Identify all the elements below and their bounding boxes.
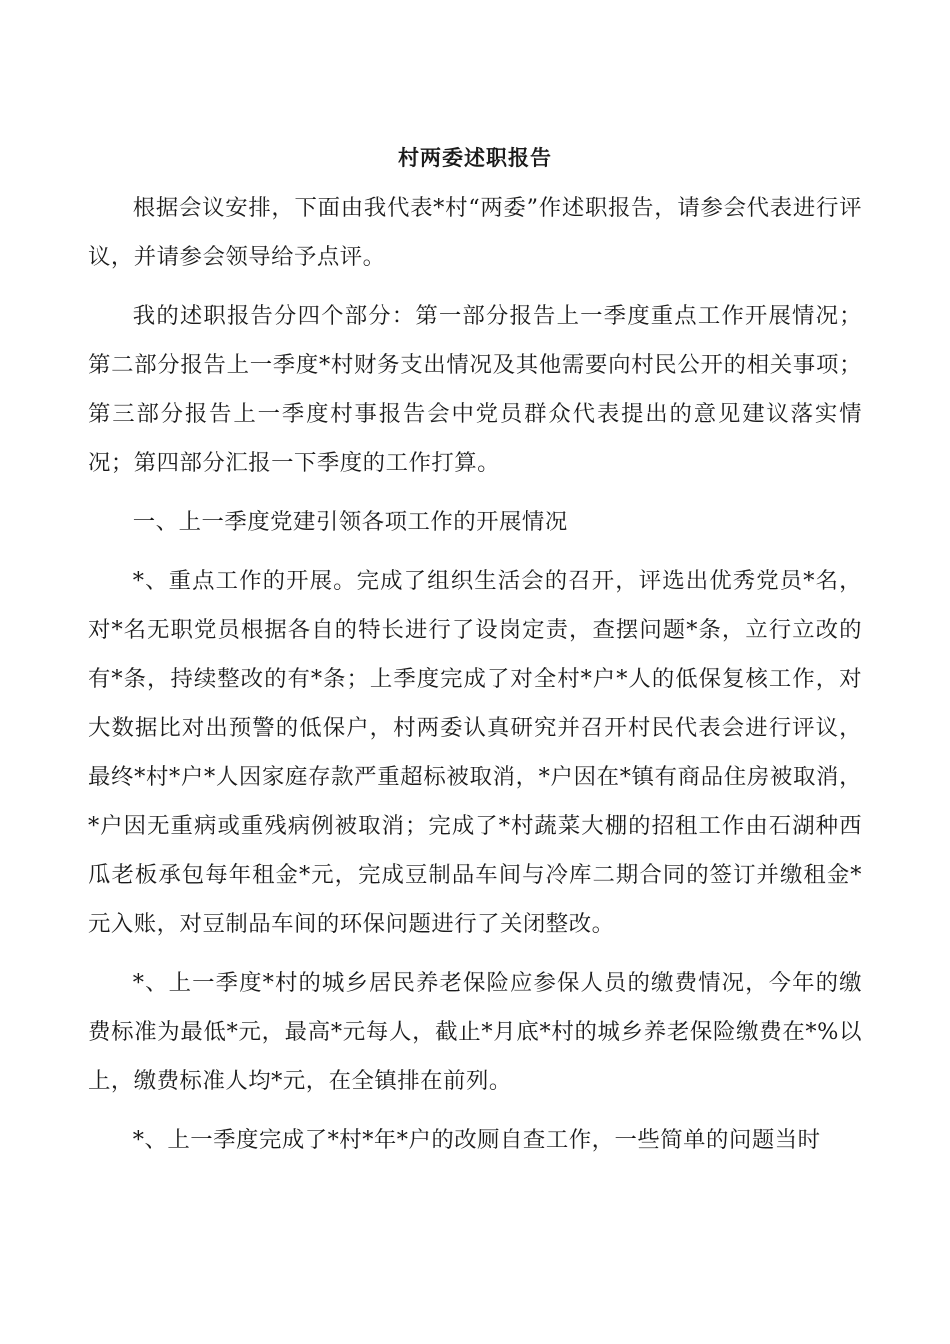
paragraph-pension: *、上一季度*村的城乡居民养老保险应参保人员的缴费情况，今年的缴费标准为最低*元，最高*元每人，截止*月底*村的城乡养老保险缴费在*%以上，缴费标准人均*元，在全镇排在前列。 xyxy=(88,970,862,1094)
document-page xyxy=(88,138,862,1175)
document-title xyxy=(88,138,862,178)
paragraph-outline: 我的述职报告分四个部分：第一部分报告上一季度重点工作开展情况；第二部分报告上一季度*村财务支出情况及其他需要向村民公开的相关事项；第三部分报告上一季度村事报告会中党员群众代表提出的意见建议落实情况；第四部分汇报一下季度的工作打算。 xyxy=(88,303,862,476)
title-part-1: 村两委 xyxy=(398,145,464,170)
paragraph-key-work: *、重点工作的开展。完成了组织生活会的召开，评选出优秀党员*名，对*名无职党员根据各自的特长进行了设岗定责，查摆问题*条，立行立改的有*条，持续整改的有*条；上季度完成了对全村*户*人的低保复核工作，对大数据比对出预警的低保户，村两委认真研究并召开村民代表会进行评议，最终*村*户*人因家庭存款严重超标被取消，*户因在*镇有商品住房被取消，*户因无重病或重残病例被取消；完成了*村蔬菜大棚的招租工作由石湖种西瓜老板承包每年租金*元，完成豆制品车间与冷库二期合同的签订并缴租金*元入账，对豆制品车间的环保问题进行了关闭整改。 xyxy=(88,568,862,937)
title-part-2: 述职报告 xyxy=(464,145,552,170)
paragraph-intro: 根据会议安排，下面由我代表*村“两委”作述职报告，请参会代表进行评议，并请参会领导给予点评。 xyxy=(88,195,862,270)
paragraph-toilet-reform: *、上一季度完成了*村*年*户的改厕自查工作，一些简单的问题当时 xyxy=(132,1127,821,1153)
section-heading-1: 一、上一季度党建引领各项工作的开展情况 xyxy=(132,509,568,535)
